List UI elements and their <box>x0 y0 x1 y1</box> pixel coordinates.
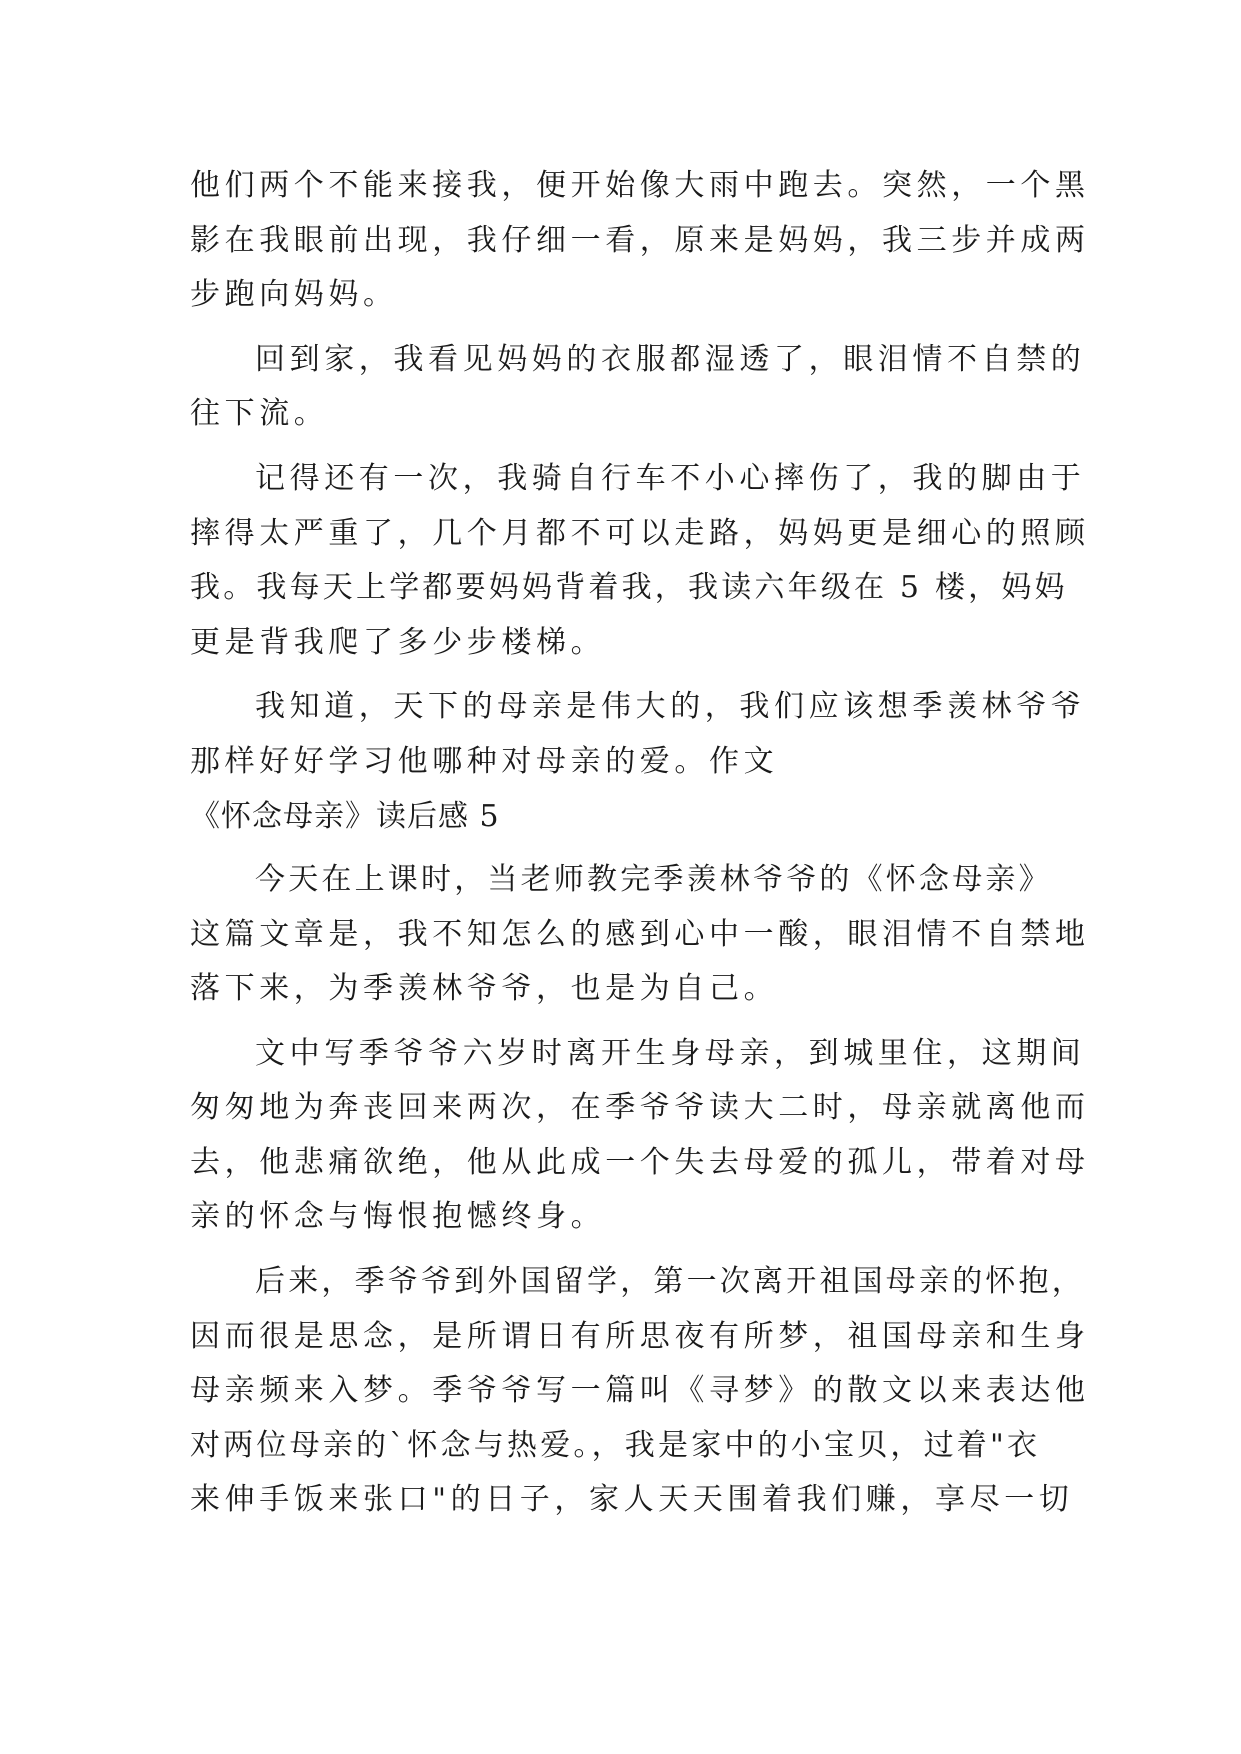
text-line: 他们两个不能来接我，便开始像大雨中跑去。突然，一个黑 <box>190 168 1090 203</box>
text-line: 我。我每天上学都要妈妈背着我，我读六年级在 5 楼，妈妈 <box>190 570 1068 605</box>
text-line: 因而很是思念，是所谓日有所思夜有所梦，祖国母亲和生身 <box>190 1319 1090 1354</box>
text-line: 对两位母亲的`怀念与热爱。，我是家中的小宝贝，过着"衣 <box>190 1428 1041 1463</box>
text-line: 摔得太严重了，几个月都不可以走路，妈妈更是细心的照顾 <box>190 516 1090 551</box>
text-line: 更是背我爬了多少步楼梯。 <box>190 625 606 660</box>
text-line: 记得还有一次，我骑自行车不小心摔伤了，我的脚由于 <box>255 461 1086 496</box>
text-line: 那样好好学习他哪种对母亲的爱。作文 <box>190 744 779 779</box>
section-title: 《怀念母亲》读后感 5 <box>190 799 500 834</box>
text-line: 后来，季爷爷到外国留学，第一次离开祖国母亲的怀抱， <box>255 1264 1085 1299</box>
text-line: 这篇文章是，我不知怎么的感到心中一酸，眼泪情不自禁地 <box>190 917 1090 952</box>
text-line: 往下流。 <box>190 396 329 431</box>
text-line: 来伸手饭来张口"的日子，家人天天围着我们赚，享尽一切 <box>190 1482 1074 1517</box>
text-line: 影在我眼前出现，我仔细一看，原来是妈妈，我三步并成两 <box>190 223 1090 258</box>
text-line: 去，他悲痛欲绝，他从此成一个失去母爱的孤儿，带着对母 <box>190 1145 1090 1180</box>
text-line: 落下来，为季羡林爷爷，也是为自己。 <box>190 971 779 1006</box>
text-line: 母亲频来入梦。季爷爷写一篇叫《寻梦》的散文以来表达他 <box>190 1373 1090 1408</box>
text-line: 匆匆地为奔丧回来两次，在季爷爷读大二时，母亲就离他而 <box>190 1090 1090 1125</box>
text-line: 文中写季爷爷六岁时离开生身母亲，到城里住，这期间 <box>255 1036 1086 1071</box>
text-line: 回到家，我看见妈妈的衣服都湿透了，眼泪情不自禁的 <box>255 342 1086 377</box>
text-line: 今天在上课时，当老师教完季羡林爷爷的《怀念母亲》 <box>255 862 1052 897</box>
text-line: 我知道，天下的母亲是伟大的，我们应该想季羡林爷爷 <box>255 689 1086 724</box>
text-line: 步跑向妈妈。 <box>190 277 398 312</box>
text-line: 亲的怀念与悔恨抱憾终身。 <box>190 1199 606 1234</box>
